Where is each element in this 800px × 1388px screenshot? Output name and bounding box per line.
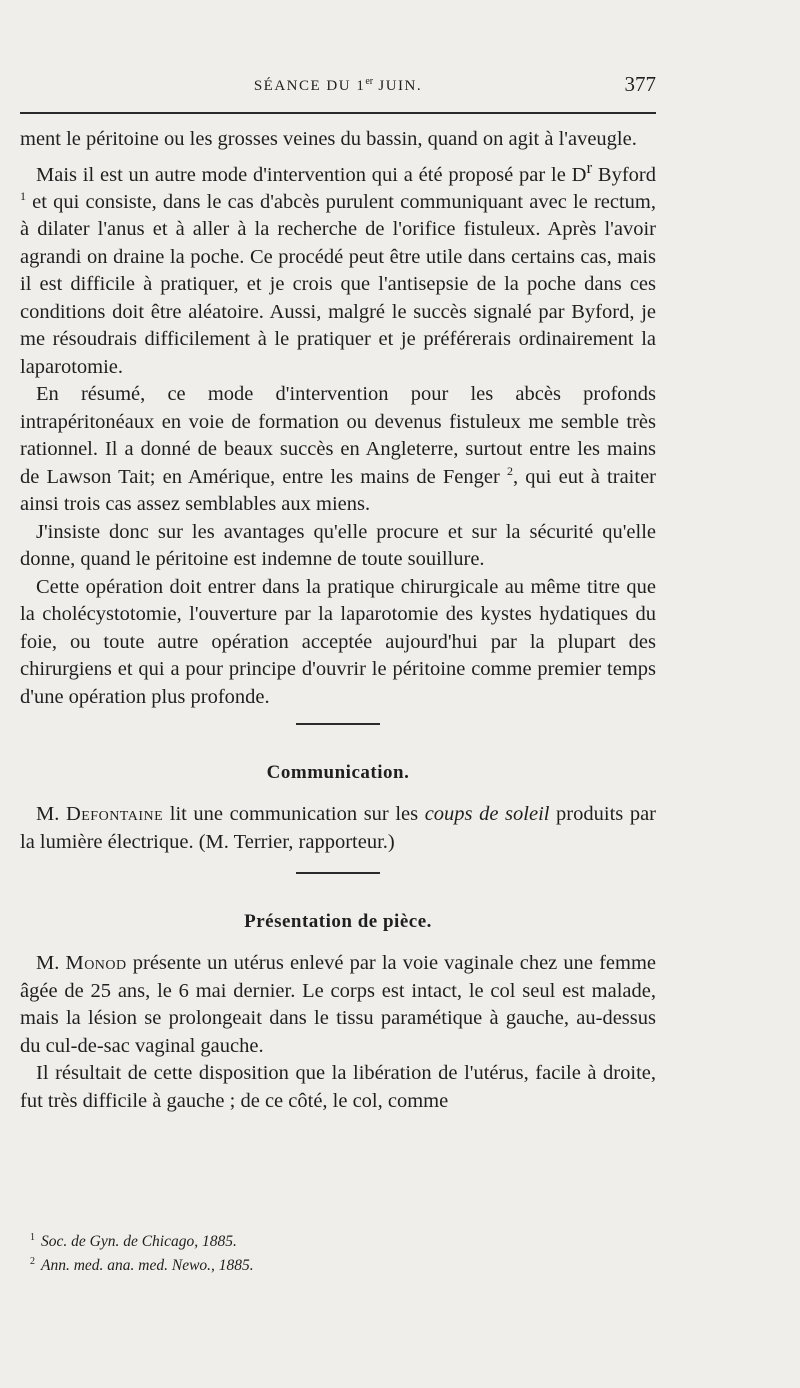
paragraph-5: Cette opération doit entrer dans la pratique chirurgicale au même titre que la cholécystotomie, l'ouverture par la laparotomie des kystes hydatiques du foie, ou toute autre opération acceptée aujourd'hui par la plupart des chirurgiens et qui a pour principe d'ouvrir le péritoine comme premier temps d'une opération plus profonde. bbox=[20, 575, 656, 708]
footnote-1 bbox=[30, 1228, 650, 1252]
paragraph-3-text-a: En résumé, ce mode d'intervention pour les abcès profonds intrapéritonéaux en voie de formation ou devenus fistuleux me semble très rationnel. Il a donné de beaux succès en Angleterre, surtout entre les mains de Lawson Tait; en Amérique, entre les mains de Fenger bbox=[20, 383, 656, 488]
footnote-text-2: Ann. med. ana. med. Newo., 1885. bbox=[41, 1257, 254, 1275]
header-rule bbox=[20, 112, 656, 114]
communication-speaker: Defontaine bbox=[65, 803, 164, 826]
footnote-2 bbox=[30, 1252, 650, 1276]
communication-italic: coups de soleil bbox=[424, 803, 550, 826]
paragraph-4: J'insiste donc sur les avantages qu'elle procure et sur la sécurité qu'elle donne, quand le péritoine est indemne de toute souillure. bbox=[20, 520, 656, 571]
page-number: 377 bbox=[624, 72, 656, 96]
paragraph-1: ment le péritoine ou les grosses veines du bassin, quand on agit à l'aveugle. bbox=[20, 128, 637, 150]
footnote-text-1: Soc. de Gyn. de Chicago, 1885. bbox=[41, 1233, 237, 1251]
body-text bbox=[20, 126, 656, 1115]
footnotes bbox=[30, 1228, 650, 1276]
doctor-abbrev-sup: r bbox=[586, 157, 593, 177]
footnote-mark-2: 2 bbox=[30, 1256, 35, 1268]
section-divider-1 bbox=[296, 723, 380, 725]
paragraph-2-text-b: Byford bbox=[592, 163, 657, 186]
footnote-mark-1: 1 bbox=[30, 1232, 35, 1243]
paragraph-3 bbox=[20, 381, 656, 519]
running-title-sup: er bbox=[365, 76, 374, 87]
communication-text-a: lit une communication sur les bbox=[163, 803, 425, 826]
presentation-paragraph-2: Il résultait de cette disposition que la libération de l'utérus, facile à droite, fut très difficile à gauche ; de ce côté, le col, comme bbox=[20, 1062, 656, 1112]
running-title-prefix: SÉANCE DU 1 bbox=[253, 78, 366, 94]
paragraph-2-text-a: Mais il est un autre mode d'intervention qui a été proposé par le D bbox=[36, 163, 587, 186]
running-title-suffix: JUIN. bbox=[373, 78, 423, 94]
communication-heading: Communication. bbox=[266, 762, 410, 784]
footnote-ref-1[interactable]: 1 bbox=[20, 189, 26, 203]
presentation-paragraph-1 bbox=[20, 950, 656, 1060]
paragraph-2 bbox=[20, 154, 656, 382]
presentation-text-1: présente un utérus enlevé par la voie vaginale chez une femme âgée de 25 ans, le 6 mai dernier. Le corps est intact, le col seul est malade, mais la lésion se prolongeait dans le tissu paramétique à gauche, au-dessus du cul-de-sac vaginal gauche. bbox=[20, 952, 656, 1057]
presentation-speaker: Monod bbox=[65, 952, 127, 975]
paragraph-3-text-b: , qui eut à traiter ainsi trois cas assez semblables aux miens. bbox=[20, 465, 656, 516]
running-head bbox=[20, 72, 656, 102]
running-title bbox=[20, 76, 656, 95]
presentation-speaker-prefix: M. bbox=[36, 952, 66, 975]
footnote-ref-2[interactable]: 2 bbox=[506, 464, 513, 478]
section-divider-2 bbox=[296, 872, 380, 874]
communication-speaker-prefix: M. bbox=[36, 803, 66, 826]
communication-paragraph bbox=[20, 801, 656, 856]
communication-text-b: produits par la lumière électrique. (M. Terrier, rapporteur.) bbox=[20, 803, 657, 853]
presentation-heading: Présentation de pièce. bbox=[244, 911, 432, 933]
paragraph-2-text-c: et qui consiste, dans le cas d'abcès purulent communiquant avec le rectum, à dilater l'anus et à aller à la recherche de l'orifice fistuleux. Après l'avoir agrandi on draine la poche. Ce procédé peut être utile dans certains cas, mais il est difficile à pratiquer, et je crois que l'antisepsie de la poche dans ces conditions doit être aléatoire. Aussi, malgré le succès signalé par Byford, je me résoudrais difficilement à le pratiquer et je préférerais ordinairement la laparotomie. bbox=[20, 190, 656, 378]
